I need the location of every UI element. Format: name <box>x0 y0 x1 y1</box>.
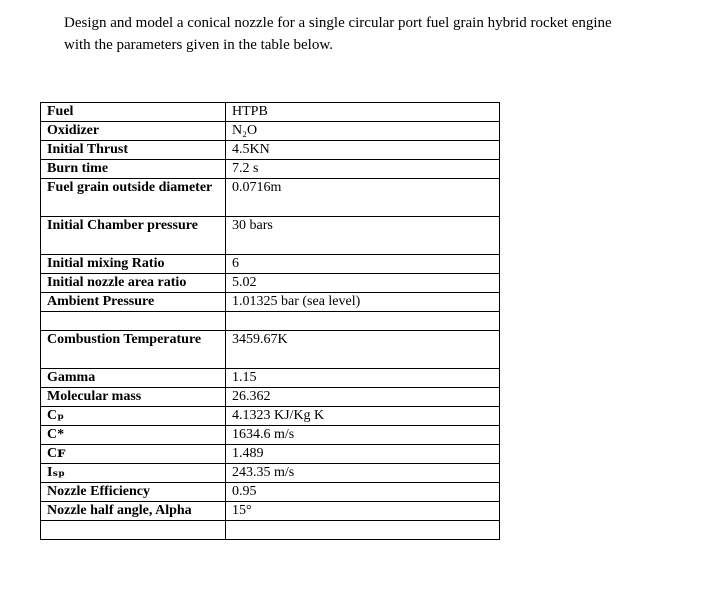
row-label-c-star: C* <box>41 426 226 445</box>
row-label-chamber-pressure: Initial Chamber pressure <box>41 217 226 255</box>
table-row <box>41 331 500 369</box>
table-row-empty <box>41 521 500 540</box>
intro-line-1: Design and model a conical nozzle for a single circular port fuel grain hybrid rocket engine <box>64 15 612 31</box>
table-row <box>41 369 500 388</box>
row-label-cp: Cₚ <box>41 407 226 426</box>
row-value-gamma: 1.15 <box>226 369 500 388</box>
row-label-molecular-mass: Molecular mass <box>41 388 226 407</box>
row-value-fuel: HTPB <box>226 103 500 122</box>
parameters-table <box>40 102 500 540</box>
row-label-initial-thrust: Initial Thrust <box>41 141 226 160</box>
table-row <box>41 179 500 217</box>
table-row <box>41 255 500 274</box>
row-label-empty <box>41 312 226 331</box>
row-value-initial-thrust: 4.5KN <box>226 141 500 160</box>
row-value-c-star: 1634.6 m/s <box>226 426 500 445</box>
row-label-nozzle-efficiency: Nozzle Efficiency <box>41 483 226 502</box>
row-label-mixing-ratio: Initial mixing Ratio <box>41 255 226 274</box>
row-value-empty <box>226 312 500 331</box>
table-row-empty <box>41 312 500 331</box>
table-row <box>41 103 500 122</box>
table-row <box>41 217 500 255</box>
row-label-isp: Iₛₚ <box>41 464 226 483</box>
intro-line-2: with the parameters given in the table below. <box>64 37 333 53</box>
row-value-nozzle-efficiency: 0.95 <box>226 483 500 502</box>
row-value-area-ratio: 5.02 <box>226 274 500 293</box>
table-row <box>41 407 500 426</box>
table-row <box>41 445 500 464</box>
row-label-gamma: Gamma <box>41 369 226 388</box>
row-value-isp: 243.35 m/s <box>226 464 500 483</box>
row-label-oxidizer: Oxidizer <box>41 122 226 141</box>
table-row <box>41 483 500 502</box>
table-row <box>41 502 500 521</box>
row-value-mixing-ratio: 6 <box>226 255 500 274</box>
table-row <box>41 293 500 312</box>
row-label-fuel: Fuel <box>41 103 226 122</box>
table-row <box>41 388 500 407</box>
row-value-cf: 1.489 <box>226 445 500 464</box>
table-row <box>41 160 500 179</box>
table-row <box>41 274 500 293</box>
row-value-fuel-grain-diameter: 0.0716m <box>226 179 500 217</box>
row-value-chamber-pressure: 30 bars <box>226 217 500 255</box>
table-row <box>41 141 500 160</box>
row-label-half-angle: Nozzle half angle, Alpha <box>41 502 226 521</box>
table-row <box>41 464 500 483</box>
row-label-area-ratio: Initial nozzle area ratio <box>41 274 226 293</box>
row-label-empty <box>41 521 226 540</box>
intro-paragraph <box>64 12 684 56</box>
row-value-oxidizer: N₂O <box>226 122 500 141</box>
row-label-ambient-pressure: Ambient Pressure <box>41 293 226 312</box>
row-label-burn-time: Burn time <box>41 160 226 179</box>
row-value-empty <box>226 521 500 540</box>
row-value-burn-time: 7.2 s <box>226 160 500 179</box>
row-label-fuel-grain-diameter: Fuel grain outside diameter <box>41 179 226 217</box>
row-label-cf: Cꜰ <box>41 445 226 464</box>
table-row <box>41 122 500 141</box>
row-value-half-angle: 15° <box>226 502 500 521</box>
row-label-combustion-temperature: Combustion Temperature <box>41 331 226 369</box>
row-value-cp: 4.1323 KJ/Kg K <box>226 407 500 426</box>
row-value-ambient-pressure: 1.01325 bar (sea level) <box>226 293 500 312</box>
row-value-molecular-mass: 26.362 <box>226 388 500 407</box>
row-value-combustion-temperature: 3459.67K <box>226 331 500 369</box>
table-row <box>41 426 500 445</box>
